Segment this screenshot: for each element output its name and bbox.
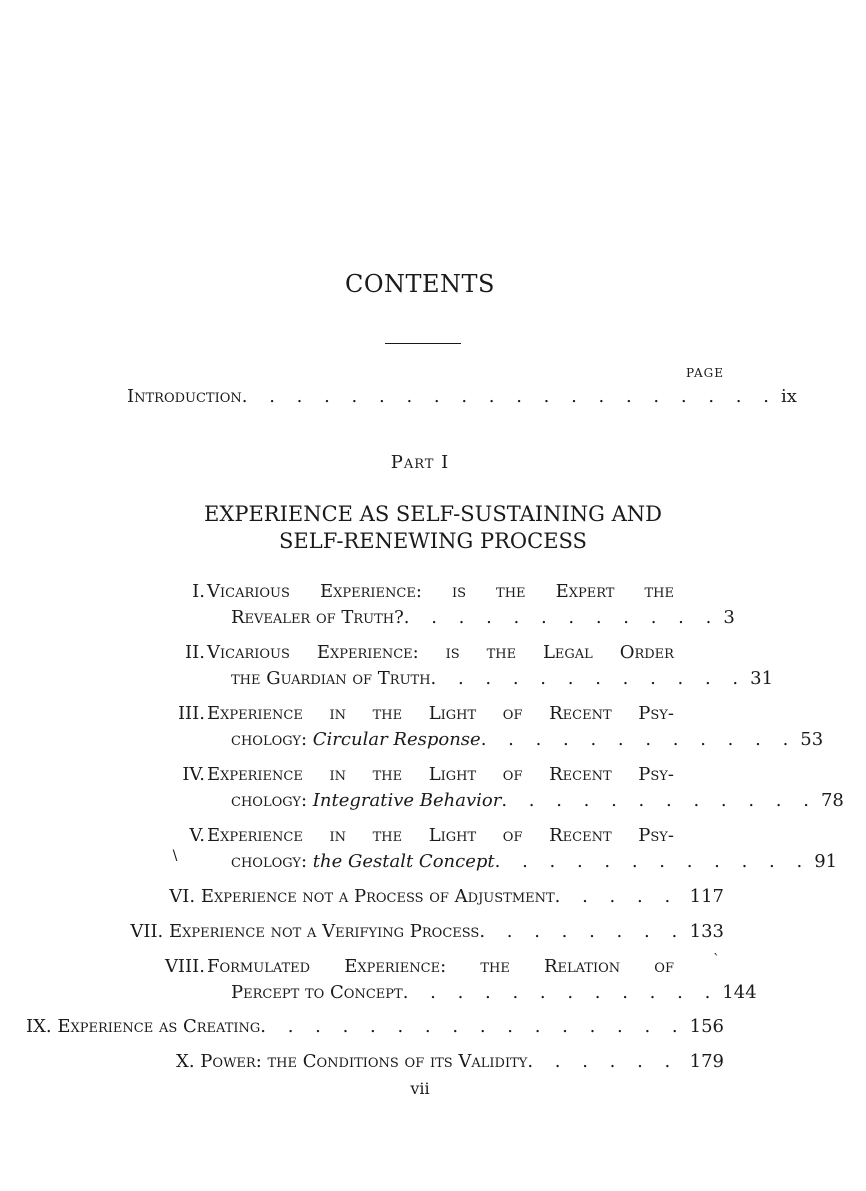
dot-leader: . . . . . . . . . . . .: [430, 668, 747, 689]
chapter-title-line: Percept to Concept: [231, 982, 403, 1003]
chapter-number: IV.: [182, 764, 205, 785]
chapter-number: III.: [177, 703, 205, 724]
chapter-page: 117: [689, 886, 724, 907]
chapter-page: 91: [814, 851, 838, 872]
chapter-page: 31: [750, 668, 774, 689]
dot-leader: . . . . . . . . . . . .: [480, 729, 797, 750]
toc-entry-chapter-9[interactable]: [5, 1016, 724, 1037]
part-heading: Part I: [390, 452, 450, 473]
toc-entry-chapter-6[interactable]: [5, 886, 724, 907]
chapter-title-line: Power: the Conditions of its Validity: [200, 1051, 528, 1072]
dot-leader: . . . . . . . .: [479, 921, 686, 942]
chapter-title-line: Vicarious Experience: is the Legal Order: [207, 642, 674, 663]
dot-leader: . . . . . . . . . . . .: [402, 982, 719, 1003]
chapter-number: VII.: [130, 921, 164, 942]
chapter-title-line: the Guardian of Truth: [231, 668, 431, 689]
chapter-number: V.: [189, 825, 205, 846]
chapter-subtitle: Circular Response: [312, 729, 481, 750]
chapter-title-line: Vicarious Experience: is the Expert the: [207, 581, 674, 602]
toc-entry-introduction[interactable]: [127, 386, 797, 407]
chapter-title-line: Experience in the Light of Recent Psy-: [207, 703, 674, 724]
dot-leader: . . . . . . . . . . . .: [494, 851, 811, 872]
chapter-title-line: Experience as Creating: [57, 1016, 261, 1037]
chapter-page: 53: [800, 729, 824, 750]
chapter-page: 179: [689, 1051, 724, 1072]
dot-leader: . . . . . .: [527, 1051, 679, 1072]
chapter-title-line: Experience not a Verifying Process: [169, 921, 480, 942]
page-title: CONTENTS: [344, 270, 495, 298]
toc-entry-chapter-10[interactable]: [5, 1051, 724, 1072]
chapter-title-line: Experience not a Process of Adjustment: [200, 886, 555, 907]
chapter-number: I.: [192, 581, 205, 602]
dot-leader: . . . . . . . . . . . . . . . .: [260, 1016, 686, 1037]
stray-mark: ∖: [170, 848, 179, 864]
entry-page: ix: [780, 386, 797, 407]
chapter-title-line: Revealer of Truth?: [231, 607, 404, 628]
chapter-title-line: Experience in the Light of Recent Psy-: [207, 764, 674, 785]
title-rule: [385, 343, 461, 344]
dot-leader: . . . . . . . . . . . .: [501, 790, 817, 811]
part-title-line: SELF-RENEWING PROCESS: [279, 529, 587, 553]
chapter-subtitle: the Gestalt Concept: [312, 851, 495, 872]
chapter-number: X.: [176, 1051, 195, 1072]
chapter-number: II.: [185, 642, 205, 663]
chapter-title-line: Experience in the Light of Recent Psy-: [207, 825, 674, 846]
page-folio: vii: [410, 1079, 430, 1098]
part-title-line: EXPERIENCE AS SELF-SUSTAINING AND: [204, 502, 662, 526]
chapter-title-line: chology:: [231, 851, 308, 872]
dot-leader: . . . . . . . . . . . .: [403, 607, 720, 628]
chapter-page: 78: [820, 790, 844, 811]
chapter-page: 144: [722, 982, 757, 1003]
chapter-number: VIII.: [164, 956, 205, 977]
chapter-title-line: chology:: [231, 729, 308, 750]
chapter-number: VI.: [169, 886, 196, 907]
chapter-page: 156: [689, 1016, 724, 1037]
entry-label: Introduction: [127, 386, 242, 407]
chapter-title-line: chology:: [231, 790, 308, 811]
dot-leader: . . . . . . . . . . . . . . . . . . . .: [241, 386, 777, 407]
chapter-page: 133: [689, 921, 724, 942]
toc-entry-chapter-7[interactable]: [5, 921, 724, 942]
chapter-title-line: Formulated Experience: the Relation of: [207, 956, 674, 977]
page-column-header: PAGE: [686, 366, 724, 380]
chapter-number: IX.: [25, 1016, 52, 1037]
dot-leader: . . . . .: [554, 886, 679, 907]
chapter-page: 3: [723, 607, 735, 628]
stray-mark: ˋ: [713, 952, 720, 968]
part-title: [0, 501, 866, 555]
chapter-subtitle: Integrative Behavior: [312, 790, 502, 811]
